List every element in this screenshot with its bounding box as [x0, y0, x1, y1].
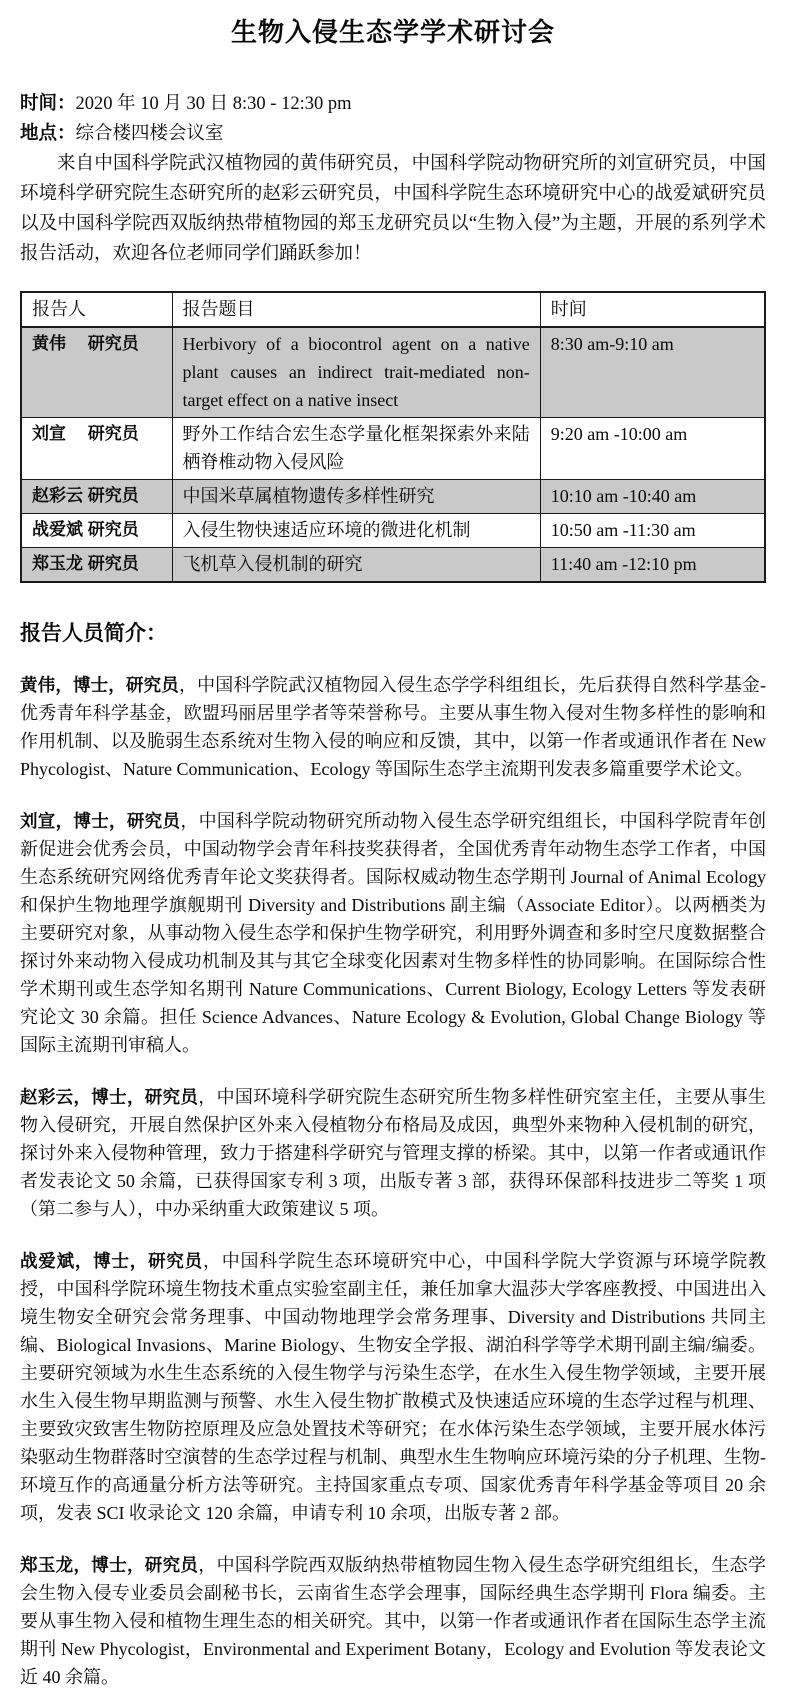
bio-text: ，中国环境科学研究院生态研究所生物多样性研究室主任，主要从事生物入侵研究，开展自然保护区外来入侵植物分布格局及成因，典型外来物种入侵机制的研究，探讨外来入侵物种管理，致力于搭建科学研究与管理支撑的桥梁。其中，以第一作者或通讯作者发表论文 50 余篇，已获得国家专利 3 项，出版专著 3 部，获得环保部科技进步二等奖 1 项（第二参与人），中办采纳重大政策建议 5 项。: [20, 1087, 766, 1219]
topic-cell: Herbivory of a biocontrol agent on a native plant causes an indirect trait-mediated non-target effect on a native insect: [172, 327, 540, 418]
location-line: [20, 119, 766, 149]
table-row: [21, 548, 765, 583]
time-cell: 11:40 am -12:10 pm: [540, 548, 765, 583]
time-cell: 9:20 am -10:00 am: [540, 418, 765, 480]
bio-lead: 赵彩云，博士，研究员: [20, 1087, 199, 1107]
topic-cell: 中国米草属植物遗传多样性研究: [172, 480, 540, 514]
speaker-cell: 刘宣 研究员: [21, 418, 172, 480]
header-time: 时间: [540, 292, 765, 327]
bios-section-heading: 报告人员简介：: [20, 622, 167, 645]
speaker-cell: 郑玉龙 研究员: [21, 548, 172, 583]
time-cell: 10:10 am -10:40 am: [540, 480, 765, 514]
header-topic: 报告题目: [172, 292, 540, 327]
bio-liuxuan: [20, 807, 766, 1059]
speaker-cell: 战爱斌 研究员: [21, 514, 172, 548]
table-row: [21, 418, 765, 480]
bio-lead: 郑玉龙，博士，研究员: [20, 1555, 199, 1575]
time-label: 时间：: [20, 94, 76, 114]
bio-lead: 黄伟，博士，研究员: [20, 675, 179, 695]
bio-zhaocaiyun: [20, 1083, 766, 1223]
location-value: 综合楼四楼会议室: [75, 124, 224, 144]
bio-text: ，中国科学院武汉植物园入侵生态学学科组组长，先后获得自然科学基金-优秀青年科学基金，欧盟玛丽居里学者等荣誉称号。主要从事生物入侵对生物多样性的影响和作用机制、以及脆弱生态系统对生物入侵的响应和反馈，其中，以第一作者或通讯作者在 New Phycologist、Nature Communication、Ecology 等国际生态学主流期刊发表多篇重要学术论文。: [20, 675, 767, 779]
topic-cell: 入侵生物快速适应环境的微进化机制: [172, 514, 540, 548]
speaker-cell: 黄伟 研究员: [21, 327, 172, 418]
bio-text: ，中国科学院动物研究所动物入侵生态学研究组组长，中国科学院青年创新促进会优秀会员，中国动物学会青年科技奖获得者，全国优秀青年动物生态学工作者，中国生态系统研究网络优秀青年论文奖获得者。国际权威动物生态学期刊 Journal of Animal Ecology 和保护生物地理学旗舰期刊 Diversity and Distributions 副主编（Associate Editor）。以两栖类为主要研究对象，从事动物入侵生态学和保护生物学研究，利用野外调查和多时空尺度数据整合探讨外来动物入侵成功机制及其与其它全球变化因素对生物多样性的协同影响。在国际综合性学术期刊或生态学知名期刊 Nature Communications、Current Biology, Ecology Letters 等发表研究论文 30 余篇。担任 Science Advances、Nature Ecology & Evolution, Global Change Biology 等国际主流期刊审稿人。: [20, 811, 766, 1055]
bio-text: ，中国科学院生态环境研究中心，中国科学院大学资源与环境学院教授，中国科学院环境生物技术重点实验室副主任，兼任加拿大温莎大学客座教授、中国进出入境生物安全研究会常务理事、中国动物地理学会常务理事、Diversity and Distributions 共同主编、Biological Invasions、Marine Biology、生物安全学报、湖泊科学等学术期刊副主编/编委。主要研究领域为水生生态系统的入侵生物学与污染生态学，在水生入侵生物学领域，主要开展水生入侵生物早期监测与预警、水生入侵生物扩散模式及快速适应环境的生态学过程与机理、主要致灾致害生物防控原理及应急处置技术等研究；在水体污染生态学领域，主要开展水体污染驱动生物群落时空演替的生态学过程与机制、典型水生生物响应环境污染的分子机理、生物-环境互作的高通量分析方法等研究。主持国家重点专项、国家优秀青年科学基金等项目 20 余项，发表 SCI 收录论文 120 余篇，申请专利 10 余项，出版专著 2 部。: [20, 1251, 767, 1523]
schedule-table: [20, 291, 766, 583]
bio-lead: 战爱斌，博士，研究员: [20, 1251, 203, 1271]
speaker-cell: 赵彩云 研究员: [21, 480, 172, 514]
bio-zhengyulong: [20, 1551, 766, 1691]
time-line: [20, 89, 766, 119]
table-row: [21, 514, 765, 548]
table-row: [21, 480, 765, 514]
bio-lead: 刘宣，博士，研究员: [20, 811, 181, 831]
bio-huangwei: [20, 671, 766, 783]
location-label: 地点：: [20, 124, 76, 144]
bio-text: ，中国科学院西双版纳热带植物园生物入侵生态学研究组组长，生态学会生物入侵专业委员会副秘书长，云南省生态学会理事，国际经典生态学期刊 Flora 编委。主要从事生物入侵和植物生理生态的相关研究。其中，以第一作者或通讯作者在国际生态学主流期刊 New Phycologist，Environmental and Experiment Botany，Ecology and Evolution 等发表论文近 40 余篇。: [20, 1555, 766, 1687]
time-cell: 8:30 am-9:10 am: [540, 327, 765, 418]
intro-paragraph: 来自中国科学院武汉植物园的黄伟研究员，中国科学院动物研究所的刘宣研究员，中国环境科学研究院生态研究所的赵彩云研究员，中国科学院生态环境研究中心的战爱斌研究员以及中国科学院西双版纳热带植物园的郑玉龙研究员以“生物入侵”为主题，开展的系列学术报告活动，欢迎各位老师同学们踊跃参加！: [20, 154, 766, 264]
time-value: 2020 年 10 月 30 日 8:30 - 12:30 pm: [75, 94, 352, 114]
table-row: [21, 327, 765, 418]
header-speaker: 报告人: [21, 292, 172, 327]
topic-cell: 野外工作结合宏生态学量化框架探索外来陆栖脊椎动物入侵风险: [172, 418, 540, 480]
page-title: 生物入侵生态学学术研讨会: [230, 18, 555, 47]
time-cell: 10:50 am -11:30 am: [540, 514, 765, 548]
bio-zhanaibin: [20, 1247, 766, 1527]
topic-cell: 飞机草入侵机制的研究: [172, 548, 540, 583]
table-header-row: [21, 292, 765, 327]
